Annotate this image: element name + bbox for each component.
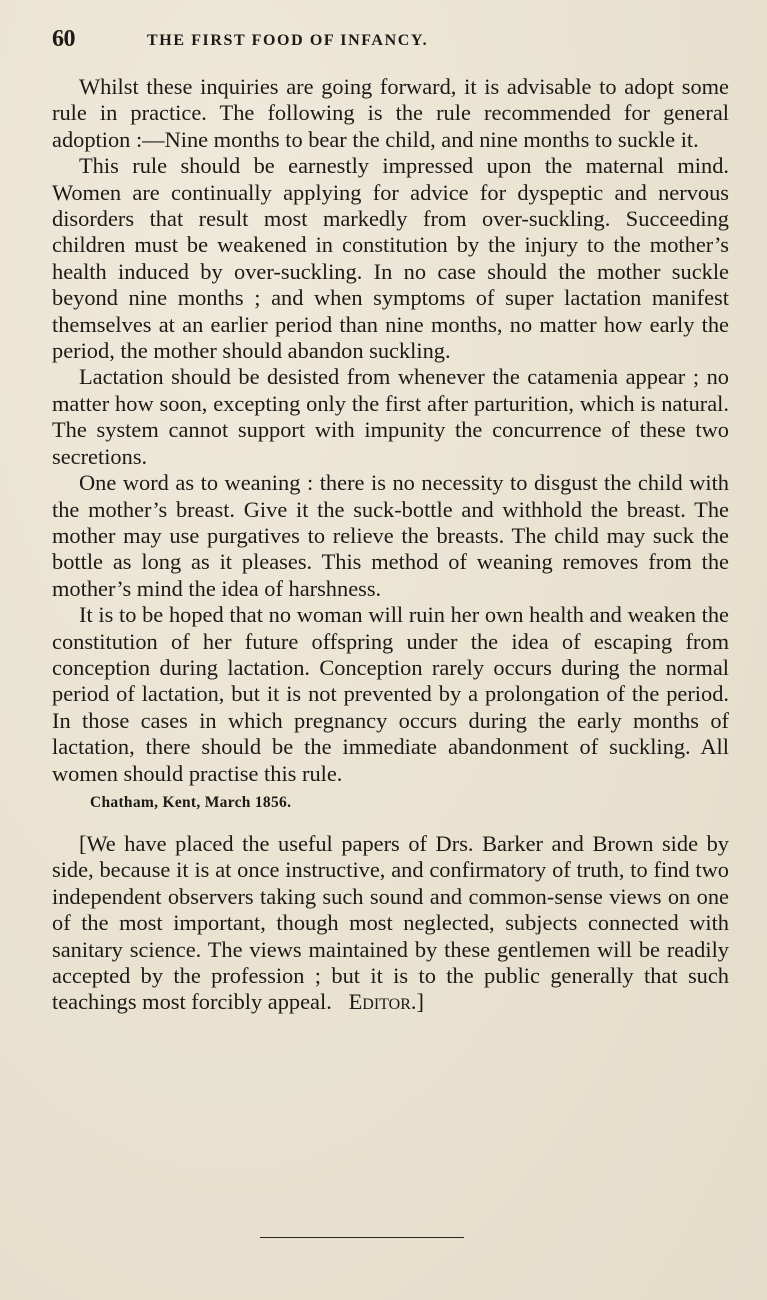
paragraph-maternal-mind: This rule should be earnestly impressed upon the maternal mind. Women are continually applying for advice for dyspeptic and nervous disorders that result most markedly from over-suckling. Succeeding children must be weakened in constitution by the injury to the mother’s health induced by over-suckling. In no case should the mother suckle beyond nine months ; and when symptoms of super lactation manifest themselves at an earlier period than nine months, no matter how early the period, the mother should abandon suckling. [52, 153, 729, 364]
running-title: THE FIRST FOOD OF INFANCY. [147, 32, 429, 49]
page-header [52, 26, 729, 56]
paragraph-catamenia: Lactation should be desisted from whenever the catamenia appear ; no matter how soon, excepting only the first after parturition, which is natural. The system cannot support with impunity the concurrence of these two secretions. [52, 364, 729, 469]
section-divider-rule [260, 1237, 464, 1238]
paragraph-weaning: One word as to weaning : there is no necessity to disgust the child with the mother’s breast. Give it the suck-bottle and withhold the breast. The mother may use purgatives to relieve the breasts. The child may suck the bottle as long as it pleases. This method of weaning removes from the mother’s mind the idea of harshness. [52, 470, 729, 601]
editor-note [52, 831, 729, 1016]
page-number: 60 [52, 26, 75, 52]
editor-signature: Editor.] [348, 989, 424, 1015]
body-text [52, 74, 729, 1016]
paragraph-conception: It is to be hoped that no woman will ruin her own health and weaken the constitution of her future offspring under the idea of escaping from conception during lactation. Conception rarely occurs during the normal period of lactation, but it is not prevented by a prolongation of the period. In those cases in which pregnancy occurs during the early months of lactation, there should be the immediate abandonment of suckling. All women should practise this rule. [52, 602, 729, 786]
paragraph-rule: Whilst these inquiries are going forward, it is advisable to adopt some rule in practice. The following is the rule recommended for general adoption :—Nine months to bear the child, and nine months to suckle it. [52, 74, 729, 152]
editor-note-text: [We have placed the useful papers of Drs. Barker and Brown side by side, because it is at once instructive, and confirmatory of truth, to find two independent observers taking such sound and common-sense views on one of the most important, though most neglected, subjects connected with sanitary science. The views maintained by these gentlemen will be readily accepted by the profession ; but it is to the public generally that such teachings most forcibly appeal. [52, 830, 729, 1015]
dateline: Chatham, Kent, March 1856. [90, 793, 292, 811]
